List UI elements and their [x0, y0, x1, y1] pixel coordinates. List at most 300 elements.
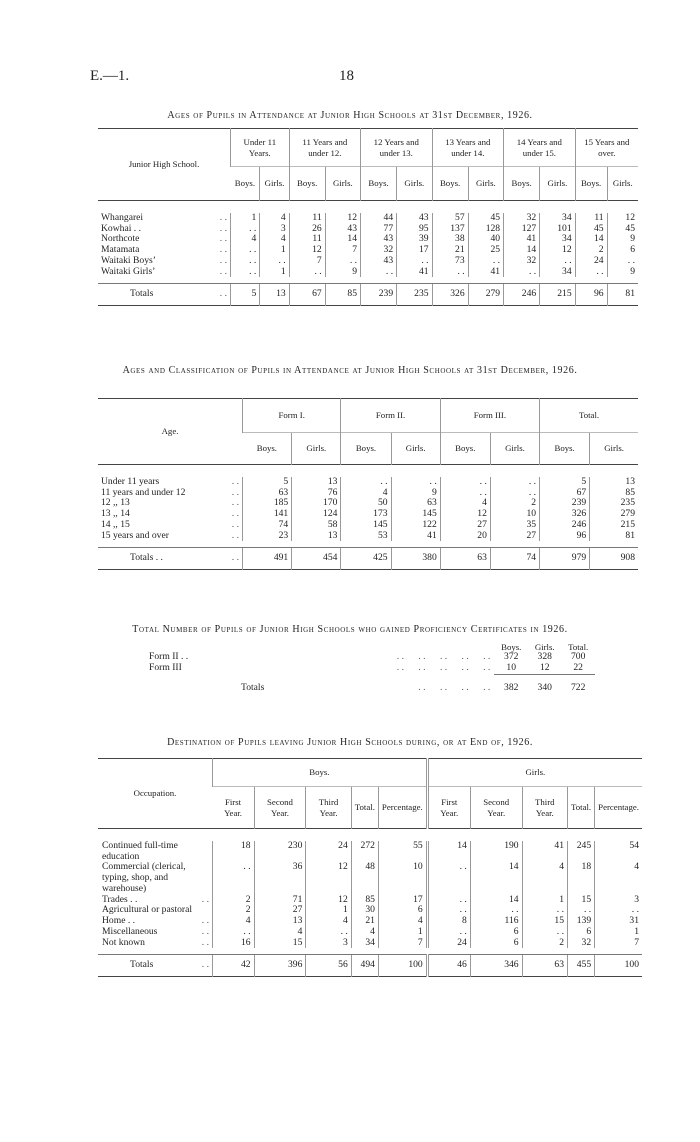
table-cell: 14	[325, 234, 360, 245]
table-cell: . .	[260, 256, 289, 267]
table-cell: 17	[397, 245, 432, 256]
table4-stub-header: Occupation.	[133, 788, 177, 799]
total-cell: 67	[289, 284, 325, 306]
table-cell: . .	[522, 927, 567, 938]
table-cell: 4	[260, 234, 289, 245]
total-cell: 100	[378, 955, 427, 977]
row-label	[98, 862, 213, 894]
table-cell: 43	[361, 256, 397, 267]
total-cell: 279	[468, 284, 503, 306]
table-cell: 14	[575, 234, 607, 245]
table-cell: 7	[325, 245, 360, 256]
table-cell: 24	[427, 938, 470, 949]
table-row	[98, 531, 638, 542]
table-cell: 41	[468, 267, 503, 278]
table-cell: 141	[243, 509, 292, 520]
total-cell: 215	[540, 284, 575, 306]
table-cell: 137	[432, 224, 468, 235]
table-cell: 12	[306, 862, 351, 894]
table2-group-header: Total.	[540, 399, 638, 433]
table-cell: 55	[378, 841, 427, 862]
table2-stub-header: Age.	[161, 426, 179, 437]
total-cell: 85	[325, 284, 360, 306]
table-cell: 5	[243, 477, 292, 488]
subheader-girls: Girls.	[468, 167, 503, 201]
table-cell: 43	[361, 234, 397, 245]
row-name: Agricultural or pastoral	[102, 904, 193, 916]
table-cell: 4	[231, 234, 260, 245]
table-row	[145, 652, 595, 663]
table-row	[98, 841, 642, 862]
table-cell: 20	[440, 531, 490, 542]
total-cell: 100	[595, 955, 642, 977]
subheader-girls: Girls.	[391, 433, 440, 465]
table3-header: Boys.	[501, 642, 522, 652]
table-cell: 2	[575, 245, 607, 256]
row-label	[98, 267, 231, 278]
table-cell: 13	[590, 477, 638, 488]
leader-dots: . .	[219, 288, 227, 300]
total-cell: 63	[440, 548, 490, 570]
row-name: Continued full-time education	[102, 840, 178, 862]
table-cell: 6	[470, 927, 522, 938]
table1-group-header: 14 Years and under 15.	[504, 129, 576, 167]
table4-caption: Destination of Pupils leaving Junior High Schools during, or at End of, 1926.	[167, 737, 533, 748]
table-cell: 124	[292, 509, 341, 520]
table-cell: 170	[292, 498, 341, 509]
table-cell: 31	[595, 916, 642, 927]
row-name: Waitaki Boys’	[101, 254, 156, 266]
table-cell: 36	[254, 862, 306, 894]
table-cell: 21	[432, 245, 468, 256]
table-cell: 18	[567, 862, 594, 894]
table-row	[98, 862, 642, 894]
table-cell: . .	[391, 477, 440, 488]
table-cell: 14	[470, 862, 522, 894]
total-cell: 239	[361, 284, 397, 306]
table-cell: 173	[341, 509, 391, 520]
table-cell: 41	[391, 531, 440, 542]
table-cell: 14	[427, 841, 470, 862]
table-row	[98, 520, 638, 531]
leader-dots: . .	[219, 244, 227, 256]
table-cell: 71	[254, 895, 306, 906]
row-name: Trades . .	[102, 893, 138, 905]
table-cell: 1	[378, 927, 427, 938]
table-cell: 45	[575, 224, 607, 235]
table-cell: 32	[567, 938, 594, 949]
table4-subheader: First Year.	[427, 787, 470, 829]
leader-dots: . .	[231, 486, 239, 498]
table-cell: 12	[540, 245, 575, 256]
table-cell: 2	[213, 905, 255, 916]
table-cell: 39	[397, 234, 432, 245]
table1-caption: Ages of Pupils in Attendance at Junior High Schools at 31st December, 1926.	[167, 110, 533, 121]
totals-row	[98, 284, 638, 306]
subheader-boys: Boys.	[361, 167, 397, 201]
table-cell: 139	[567, 916, 594, 927]
table-cell: . .	[490, 488, 539, 499]
total-cell: 454	[292, 548, 341, 570]
total-cell: 908	[590, 548, 638, 570]
table-cell: 9	[607, 267, 638, 278]
total-cell: 326	[432, 284, 468, 306]
row-name: Not known	[102, 936, 145, 948]
table-row	[98, 488, 638, 499]
table4-subheader: Percentage.	[378, 787, 427, 829]
table-cell: 101	[540, 224, 575, 235]
table-cell: 12	[306, 895, 351, 906]
table-cell: . .	[306, 927, 351, 938]
table-cell: 239	[540, 498, 590, 509]
subheader-boys: Boys.	[243, 433, 292, 465]
table4-subheader: Third Year.	[306, 787, 351, 829]
total-cell: 425	[341, 548, 391, 570]
table-cell: 13	[292, 477, 341, 488]
table-cell: 18	[213, 841, 255, 862]
subheader-boys: Boys.	[504, 167, 540, 201]
table4-subheader: Total.	[567, 787, 594, 829]
table-cell: 2	[522, 938, 567, 949]
table-cell: 41	[522, 841, 567, 862]
total-cell: 380	[391, 548, 440, 570]
table-cell: 15	[254, 938, 306, 949]
table-cell: 34	[540, 213, 575, 224]
total-cell: 63	[522, 955, 567, 977]
table-cell: 215	[590, 520, 638, 531]
totals-label-cell	[98, 284, 231, 306]
table-cell: 32	[504, 213, 540, 224]
total-cell: 81	[607, 284, 638, 306]
subheader-girls: Girls.	[397, 167, 432, 201]
totals-label: Totals	[130, 288, 154, 300]
row-name: Under 11 years	[101, 476, 160, 487]
table4-subheader: Second Year.	[470, 787, 522, 829]
table-cell: 23	[243, 531, 292, 542]
table-cell: 6	[607, 245, 638, 256]
table-cell: . .	[468, 256, 503, 267]
table-cell: 328	[537, 651, 552, 663]
table4-boys-header: Boys.	[213, 759, 428, 787]
table-cell: . .	[607, 256, 638, 267]
table-cell: 50	[341, 498, 391, 509]
total-cell: 382	[504, 681, 519, 693]
table-cell: 7	[378, 938, 427, 949]
row-name: Form II . .	[149, 651, 189, 663]
table-cell: 74	[243, 520, 292, 531]
table4-subheader: Second Year.	[254, 787, 306, 829]
page-code: E.—1.	[90, 68, 130, 84]
table4-girls-header: Girls.	[427, 759, 642, 787]
table-cell: 44	[361, 213, 397, 224]
table-cell: 41	[504, 234, 540, 245]
table-cell: . .	[231, 245, 260, 256]
table-cell: . .	[213, 927, 255, 938]
table-cell: 11	[289, 213, 325, 224]
table-cell: 145	[391, 509, 440, 520]
table-cell: 34	[540, 234, 575, 245]
subheader-boys: Boys.	[231, 167, 260, 201]
table-cell: 34	[540, 267, 575, 278]
table-cell: . .	[540, 256, 575, 267]
table3-header: Total.	[568, 642, 589, 652]
table-cell: 2	[490, 498, 539, 509]
row-name: 13 ,, 14	[101, 508, 130, 520]
table-cell: . .	[289, 267, 325, 278]
table-row	[98, 256, 638, 267]
subheader-boys: Boys.	[440, 433, 490, 465]
row-name: Kowhai . .	[101, 222, 141, 234]
table-cell: 116	[470, 916, 522, 927]
total-cell: 13	[260, 284, 289, 306]
leader-dots: . .	[201, 893, 209, 905]
table-cell: 272	[351, 841, 378, 862]
table-cell: 13	[254, 916, 306, 927]
table-cell: 12	[528, 663, 561, 674]
subheader-girls: Girls.	[540, 167, 575, 201]
table-cell: 6	[567, 927, 594, 938]
totals-label: Totals	[241, 681, 265, 693]
total-cell: 246	[504, 284, 540, 306]
row-name: 12 ,, 13	[101, 497, 130, 509]
table-cell: 25	[468, 245, 503, 256]
total-cell: 96	[575, 284, 607, 306]
table-cell: 27	[254, 905, 306, 916]
table-cell: 11	[289, 234, 325, 245]
table-cell: . .	[470, 905, 522, 916]
total-cell: 340	[537, 681, 552, 693]
leader-dots: . .	[231, 508, 239, 520]
table-cell: . .	[231, 224, 260, 235]
table-cell: 4	[522, 862, 567, 894]
table-cell: 45	[468, 213, 503, 224]
table-cell: . .	[432, 267, 468, 278]
table3-header: Girls.	[534, 642, 555, 652]
table-cell: 4	[260, 213, 289, 224]
table-cell: . .	[427, 895, 470, 906]
table-cell: 15	[522, 916, 567, 927]
table-cell: 38	[432, 234, 468, 245]
table-row	[98, 224, 638, 235]
table-cell: 26	[289, 224, 325, 235]
table-cell: 4	[306, 916, 351, 927]
table-cell: 230	[254, 841, 306, 862]
total-cell: 455	[567, 955, 594, 977]
table-cell: 34	[351, 938, 378, 949]
table-cell: 45	[607, 224, 638, 235]
table-cell: 32	[361, 245, 397, 256]
leader-dots: . .	[201, 959, 209, 971]
table-cell: 24	[575, 256, 607, 267]
subheader-girls: Girls.	[490, 433, 539, 465]
total-cell: 491	[243, 548, 292, 570]
table-cell: 4	[595, 862, 642, 894]
table-cell: 1	[522, 895, 567, 906]
table-cell: . .	[397, 256, 432, 267]
table1-group-header: 15 Years and over.	[575, 129, 638, 167]
row-name: 14 ,, 15	[101, 518, 130, 530]
table-cell: 10	[490, 509, 539, 520]
leader-dots: . .	[231, 497, 239, 509]
table-row	[98, 927, 642, 938]
totals-row	[98, 955, 642, 977]
subheader-girls: Girls.	[292, 433, 341, 465]
table-cell: 41	[397, 267, 432, 278]
table-cell: 6	[470, 938, 522, 949]
table-cell: 1	[595, 927, 642, 938]
table-cell: . .	[231, 256, 260, 267]
table-cell: 63	[391, 498, 440, 509]
table-cell: 3	[306, 938, 351, 949]
subheader-girls: Girls.	[590, 433, 638, 465]
row-name: Form III	[149, 662, 182, 674]
table-cell: . .	[231, 267, 260, 278]
table-cell: . .	[427, 862, 470, 894]
table-cell: 17	[378, 895, 427, 906]
table-cell: 145	[341, 520, 391, 531]
total-cell: 56	[306, 955, 351, 977]
table-cell: 4	[341, 488, 391, 499]
table-cell: 24	[306, 841, 351, 862]
total-cell: 46	[427, 955, 470, 977]
table-cell: 326	[540, 509, 590, 520]
table-cell: 9	[391, 488, 440, 499]
table-cell: 10	[378, 862, 427, 894]
table-cell: . .	[504, 267, 540, 278]
table-cell: 58	[292, 520, 341, 531]
row-name: Waitaki Girls’	[101, 265, 156, 277]
table-row	[145, 663, 595, 674]
table4-subheader: Third Year.	[522, 787, 567, 829]
table-cell: 12	[607, 213, 638, 224]
table3-caption: Total Number of Pupils of Junior High Schools who gained Proficiency Certificates in 1926.	[132, 624, 568, 635]
table-cell: 14	[470, 895, 522, 906]
table-cell: 13	[292, 531, 341, 542]
table-cell: 76	[292, 488, 341, 499]
table-cell: . .	[440, 477, 490, 488]
table-cell: 96	[540, 531, 590, 542]
totals-label: Totals	[130, 959, 154, 971]
row-name: 11 years and under 12	[101, 486, 186, 498]
table-cell: 32	[504, 256, 540, 267]
totals-row	[98, 548, 638, 570]
table-cell: 63	[243, 488, 292, 499]
table-row	[98, 267, 638, 278]
table-cell: 4	[254, 927, 306, 938]
row-name: Home . .	[102, 915, 136, 927]
table-cell: 9	[607, 234, 638, 245]
table-row	[98, 498, 638, 509]
table-cell: 81	[590, 531, 638, 542]
table1-group-header: 13 Years and under 14.	[432, 129, 504, 167]
table-cell: 15	[567, 895, 594, 906]
table-cell: 73	[432, 256, 468, 267]
table-cell: 53	[341, 531, 391, 542]
table-cell: . .	[325, 256, 360, 267]
table-cell: 85	[590, 488, 638, 499]
table-cell: 12	[325, 213, 360, 224]
table-cell: 7	[289, 256, 325, 267]
table2-group-header: Form II.	[341, 399, 440, 433]
table-cell: 11	[575, 213, 607, 224]
row-label	[98, 938, 213, 949]
table-cell: 16	[213, 938, 255, 949]
total-cell: 235	[397, 284, 432, 306]
table-cell: 12	[289, 245, 325, 256]
table-cell: 245	[567, 841, 594, 862]
table-cell: 6	[378, 905, 427, 916]
table-cell: 128	[468, 224, 503, 235]
table-cell: . .	[341, 477, 391, 488]
table-cell: 7	[595, 938, 642, 949]
table4-subheader: Percentage.	[595, 787, 642, 829]
leader-dots: . .	[201, 925, 209, 937]
table-cell: 95	[397, 224, 432, 235]
table-cell: 8	[427, 916, 470, 927]
leader-dots: . .	[219, 222, 227, 234]
table-cell: . .	[522, 905, 567, 916]
subheader-boys: Boys.	[540, 433, 590, 465]
table-cell: . .	[440, 488, 490, 499]
table-cell: 35	[490, 520, 539, 531]
total-cell: 494	[351, 955, 378, 977]
leader-dots: . . . . . . . . . .	[396, 651, 491, 663]
ages-junior-high-table	[98, 128, 638, 306]
table-cell: . .	[427, 905, 470, 916]
table-row	[98, 938, 642, 949]
leader-dots: . .	[219, 233, 227, 245]
leader-dots: . . . . . . . .	[418, 681, 491, 693]
leader-dots: . .	[231, 552, 239, 564]
total-cell: 722	[570, 681, 586, 693]
subheader-boys: Boys.	[341, 433, 391, 465]
table-cell: . .	[575, 267, 607, 278]
table-cell: 77	[361, 224, 397, 235]
ages-classification-table	[98, 398, 638, 570]
leader-dots: . .	[219, 212, 227, 223]
proficiency-certificates-table	[145, 642, 595, 693]
table-cell: 40	[468, 234, 503, 245]
table-cell: 43	[325, 224, 360, 235]
total-cell: 396	[254, 955, 306, 977]
leader-dots: . . . . . . . . . .	[396, 662, 491, 674]
table-cell: 190	[470, 841, 522, 862]
table-cell: . .	[361, 267, 397, 278]
table-cell: 14	[504, 245, 540, 256]
table-cell: 4	[378, 916, 427, 927]
subheader-boys: Boys.	[432, 167, 468, 201]
row-name: Miscellaneous	[102, 925, 158, 937]
page-number: 18	[339, 68, 354, 84]
leader-dots: . .	[231, 529, 239, 541]
table-cell: . .	[595, 905, 642, 916]
table4-subheader: First Year.	[213, 787, 255, 829]
subheader-girls: Girls.	[325, 167, 360, 201]
table-cell: 43	[397, 213, 432, 224]
table-cell: 1	[231, 213, 260, 224]
table-cell: 21	[351, 916, 378, 927]
table2-caption: Ages and Classification of Pupils in Attendance at Junior High Schools at 31st December, 1926.	[122, 365, 578, 376]
table1-group-header: 11 Years and under 12.	[289, 129, 360, 167]
total-cell: 5	[231, 284, 260, 306]
table-cell: 12	[440, 509, 490, 520]
table-cell: 2	[213, 895, 255, 906]
table-cell: 27	[440, 520, 490, 531]
table-cell: 3	[595, 895, 642, 906]
leader-dots: . .	[201, 915, 209, 927]
subheader-girls: Girls.	[260, 167, 289, 201]
row-label	[98, 531, 243, 542]
